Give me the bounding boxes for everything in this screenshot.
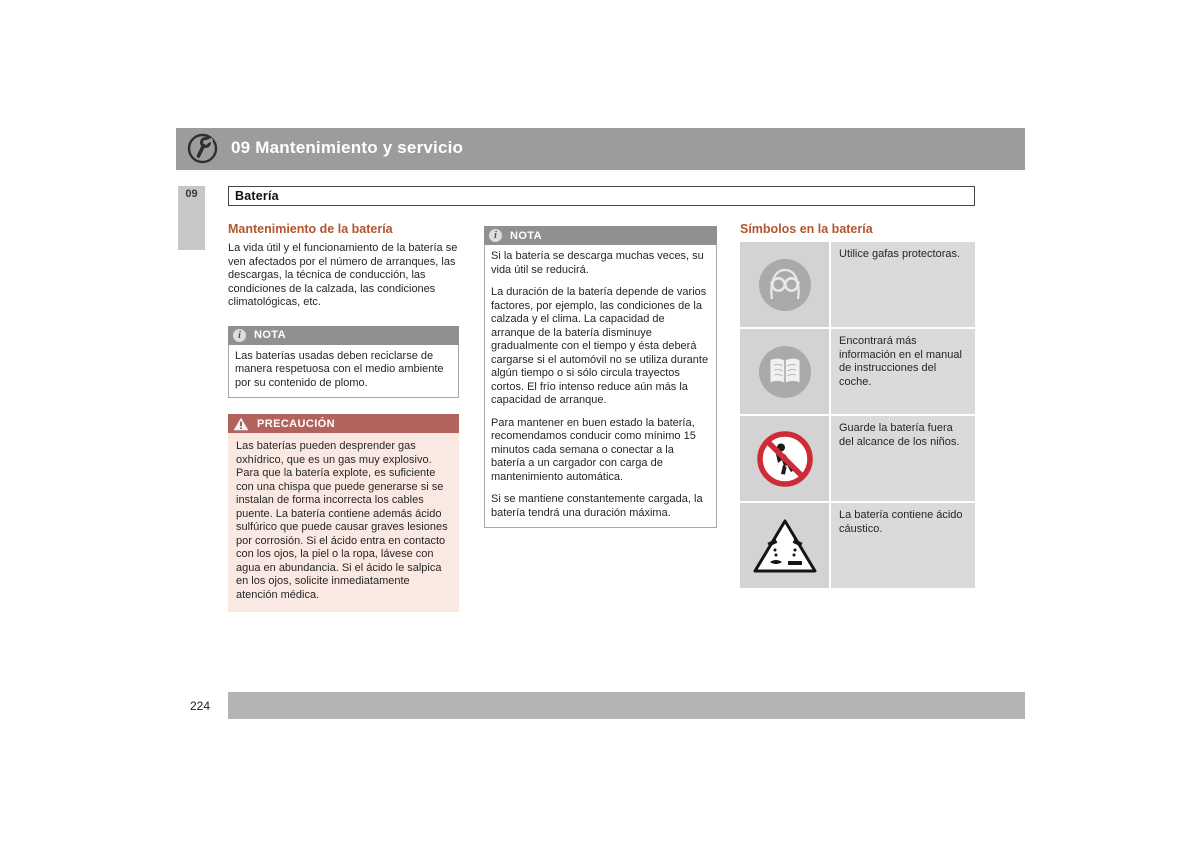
chapter-side-tab bbox=[178, 186, 205, 250]
note-header bbox=[228, 326, 459, 345]
column-symbols bbox=[740, 222, 975, 590]
side-tab-label: 09 bbox=[185, 188, 198, 200]
maintenance-intro: La vida útil y el funcionamiento de la batería se ven afectados por el número de arranques, las descargas, la técnica de conducción, las condiciones de la calzada, las condiciones climatológicas, etc. bbox=[228, 242, 458, 308]
column-maintenance bbox=[228, 222, 459, 612]
symbol-text: Guarde la batería fuera del alcance de los niños. bbox=[831, 416, 975, 501]
note-box-duration bbox=[484, 226, 717, 528]
info-icon: i bbox=[489, 229, 502, 242]
note-body-2 bbox=[484, 245, 717, 528]
note-body bbox=[228, 345, 459, 399]
symbol-text: La batería contiene ácido cáustico. bbox=[831, 503, 975, 588]
corrosive-acid-icon bbox=[752, 517, 818, 575]
protective-goggles-icon bbox=[757, 257, 813, 313]
symbol-row-goggles bbox=[740, 242, 975, 327]
symbol-text: Encontrará más información en el manual de instrucciones del coche. bbox=[831, 329, 975, 414]
symbol-row-acid bbox=[740, 503, 975, 588]
note-header-2 bbox=[484, 226, 717, 245]
chapter-title: 09 Mantenimiento y servicio bbox=[231, 138, 464, 157]
note-paragraph: La duración de la batería depende de varios factores, por ejemplo, las condiciones de la calzada y el clima. La capacidad de arranque de la batería disminuye gradualmente con el tiempo y ésta deberá cargarse si el automóvil no se utiliza durante algún tiempo o si sólo circula trayectos cortos. El frío intenso reduce aún más la capacidad de arranque. bbox=[491, 286, 709, 406]
symbol-icon-cell bbox=[740, 503, 829, 588]
manual-book-icon bbox=[757, 344, 813, 400]
symbol-icon-cell bbox=[740, 242, 829, 327]
note-paragraph: Si se mantiene constantemente cargada, la batería tendrá una duración máxima. bbox=[491, 493, 703, 519]
note-label-2: NOTA bbox=[510, 229, 542, 242]
caution-box bbox=[228, 414, 459, 612]
warning-triangle-icon bbox=[233, 417, 249, 431]
info-icon: i bbox=[233, 329, 246, 342]
chapter-header-bar bbox=[176, 128, 1025, 170]
maintenance-heading: Mantenimiento de la batería bbox=[228, 222, 393, 236]
column-battery-note bbox=[484, 226, 717, 528]
note-box-recycling bbox=[228, 326, 459, 399]
symbol-icon-cell bbox=[740, 329, 829, 414]
caution-text: Las baterías pueden desprender gas oxhídrico, que es un gas muy explosivo. Para que la batería explote, es suficiente con una chispa que puede generarse si se instalan de forma incorrecta los cables puente. La batería contiene además ácido sulfúrico que puede causar graves lesiones por corrosión. Si el ácido entra en contacto con los ojos, la piel o la ropa, lávese con agua en abundancia. Si el ácido le salpica en los ojos, solicite inmediatamente atención médica. bbox=[236, 440, 448, 601]
caution-label: PRECAUCIÓN bbox=[257, 417, 335, 430]
caution-body bbox=[228, 433, 459, 612]
symbol-row-children bbox=[740, 416, 975, 501]
symbol-icon-cell bbox=[740, 416, 829, 501]
note-text: Las baterías usadas deben reciclarse de manera respetuosa con el medio ambiente por su contenido de plomo. bbox=[235, 349, 444, 389]
symbol-row-manual bbox=[740, 329, 975, 414]
section-title: Batería bbox=[235, 189, 279, 203]
note-label: NOTA bbox=[254, 329, 286, 341]
note-paragraph: Para mantener en buen estado la batería, recomendamos conducir como mínimo 15 minutos cada semana o conectar a la batería a un cargador con carga de mantenimiento automática. bbox=[491, 416, 696, 483]
symbol-text: Utilice gafas protectoras. bbox=[831, 242, 975, 327]
section-title-box bbox=[228, 186, 975, 206]
page-number: 224 bbox=[190, 699, 211, 713]
no-children-icon bbox=[756, 430, 814, 488]
footer-bar bbox=[228, 692, 1025, 719]
caution-header bbox=[228, 414, 459, 433]
symbols-heading: Símbolos en la batería bbox=[740, 222, 873, 236]
note-paragraph: Si la batería se descarga muchas veces, su vida útil se reducirá. bbox=[491, 250, 704, 276]
service-wrench-icon bbox=[186, 132, 219, 165]
